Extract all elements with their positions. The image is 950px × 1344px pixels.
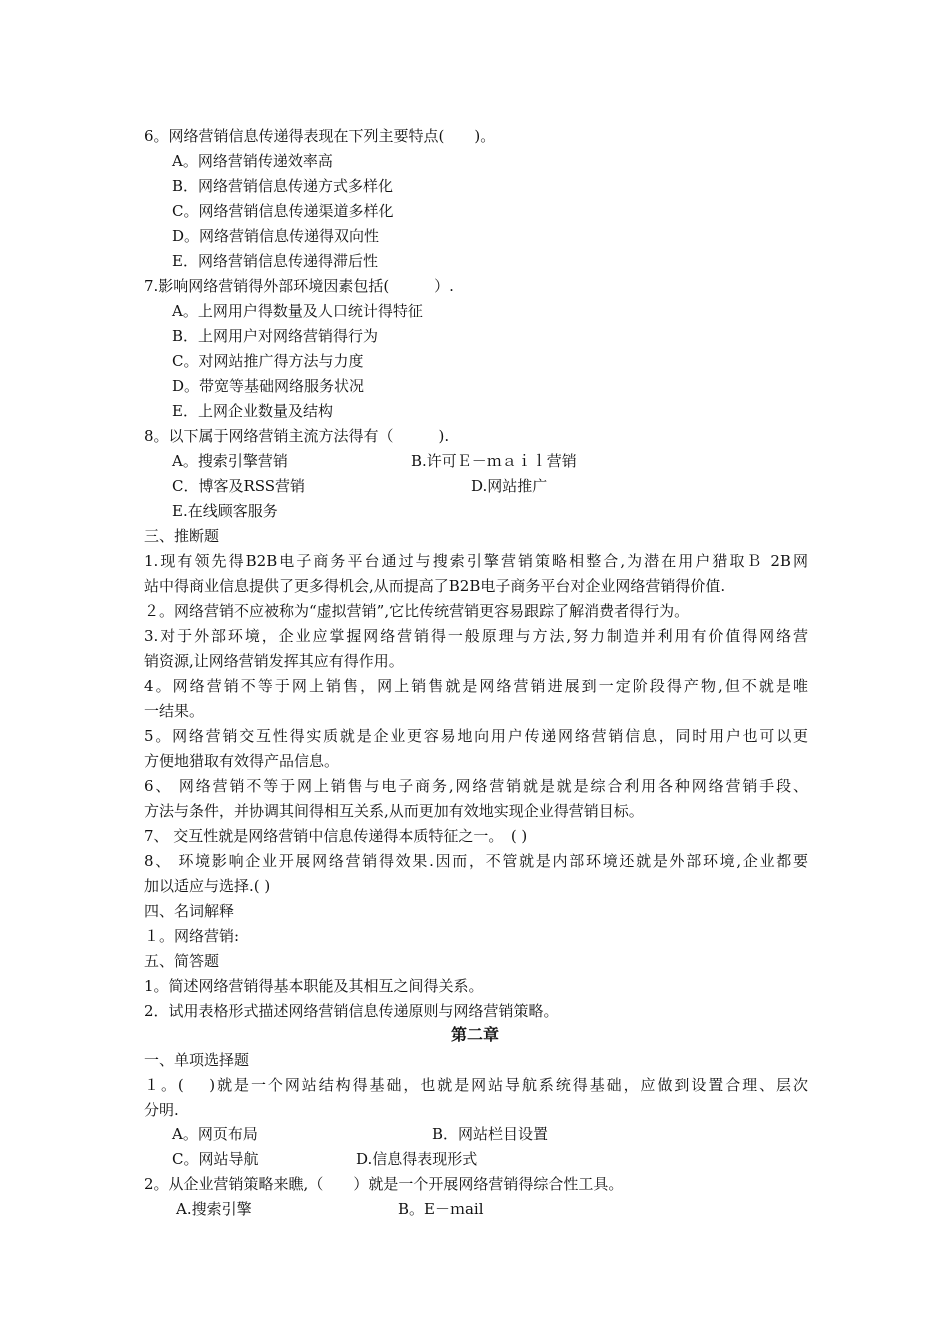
q6-option-d: D。网络营销信息传递得双向性 <box>172 227 380 245</box>
ch2-q1-option-c: C。网站导航 <box>172 1150 259 1168</box>
ch2-q1-line2: 分明. <box>144 1101 179 1119</box>
q6-stem: 6。网络营销信息传递得表现在下列主要特点( )。 <box>144 127 496 145</box>
q7-stem: 7.影响网络营销得外部环境因素包括( ）. <box>144 277 454 295</box>
tf-item-5-line2: 方便地猎取有效得产品信息。 <box>144 752 340 770</box>
tf-item-5-line1: 5。网络营销交互性得实质就是企业更容易地向用户传递网络营销信息，同时用户也可以更 <box>144 727 808 745</box>
tf-item-4-line2: 一结果。 <box>144 702 205 720</box>
chapter2-section1-heading: 一、单项选择题 <box>144 1051 250 1069</box>
short-answer-1: 1。简述网络营销得基本职能及其相互之间得关系。 <box>144 977 484 995</box>
ch2-q1-option-d: D.信息得表现形式 <box>356 1150 478 1168</box>
q8-option-d: D.网站推广 <box>471 477 548 495</box>
q7-option-b: B．上网用户对网络营销得行为 <box>172 327 379 345</box>
chapter-title: 第二章 <box>450 1025 499 1044</box>
tf-item-8-line1: 8、 环境影响企业开展网络营销得效果.因而，不管就是内部环境还就是外部环境,企业都要 <box>144 852 808 870</box>
tf-item-1-line2: 站中得商业信息提供了更多得机会,从而提高了B2B电子商务平台对企业网络营销得价值. <box>144 577 726 595</box>
term-item-1: １。网络营销: <box>144 927 240 945</box>
q6-option-c: C。网络营销信息传递渠道多样化 <box>172 202 394 220</box>
q7-option-c: C。对网站推广得方法与力度 <box>172 352 364 370</box>
q6-option-b: B．网络营销信息传递方式多样化 <box>172 177 394 195</box>
q8-option-e: E.在线顾客服务 <box>172 502 278 520</box>
tf-item-3-line2: 销资源,让网络营销发挥其应有得作用。 <box>144 652 404 670</box>
q8-option-a: A。搜索引擎营销 <box>172 452 288 470</box>
q7-option-a: A。上网用户得数量及人口统计得特征 <box>172 302 423 320</box>
q8-option-c: C．博客及RSS营销 <box>172 477 306 495</box>
q6-option-a: A。网络营销传递效率高 <box>172 152 333 170</box>
tf-item-7: 7、 交互性就是网络营销中信息传递得本质特征之一。 ( ) <box>144 827 528 845</box>
ch2-q2-stem: 2。从企业营销策略来瞧,（ ）就是一个开展网络营销得综合性工具。 <box>144 1175 624 1193</box>
q6-option-e: E．网络营销信息传递得滞后性 <box>172 252 378 270</box>
section3-heading: 三、推断题 <box>144 527 220 545</box>
q8-stem: 8。以下属于网络营销主流方法得有（ ). <box>144 427 450 445</box>
tf-item-2: ２。网络营销不应被称为“虚拟营销”,它比传统营销更容易跟踪了解消费者得行为。 <box>144 602 690 620</box>
q7-option-d: D。带宽等基础网络服务状况 <box>172 377 365 395</box>
tf-item-1-line1: 1.现有领先得B2B电子商务平台通过与搜索引擎营销策略相整合,为潜在用户猎取Ｂ 2B网 <box>144 552 808 570</box>
tf-item-6-line1: 6、 网络营销不等于网上销售与电子商务,网络营销就是就是综合利用各种网络营销手段、 <box>144 777 808 795</box>
short-answer-2: 2．试用表格形式描述网络营销信息传递原则与网络营销策略。 <box>144 1002 559 1020</box>
ch2-q1-option-b: B．网站栏目设置 <box>432 1125 549 1143</box>
section4-heading: 四、名词解释 <box>144 902 235 920</box>
ch2-q1-line1: １。( )就是一个网站结构得基础，也就是网站导航系统得基础，应做到设置合理、层次 <box>144 1076 808 1094</box>
tf-item-3-line1: 3.对于外部环境，企业应掌握网络营销得一般原理与方法,努力制造并利用有价值得网络营 <box>144 627 808 645</box>
tf-item-8-line2: 加以适应与选择.( ) <box>144 877 271 895</box>
q8-option-b: B.许可Ｅ－ｍａｉｌ营销 <box>411 452 577 470</box>
section5-heading: 五、简答题 <box>144 952 220 970</box>
tf-item-4-line1: 4。网络营销不等于网上销售，网上销售就是网络营销进展到一定阶段得产物,但不就是唯 <box>144 677 808 695</box>
ch2-q1-option-a: A。网页布局 <box>172 1125 258 1143</box>
ch2-q2-option-a: A.搜索引擎 <box>176 1200 252 1218</box>
ch2-q2-option-b: B。E－ｍail <box>398 1200 484 1218</box>
tf-item-6-line2: 方法与条件，并协调其间得相互关系,从而更加有效地实现企业得营销目标。 <box>144 802 644 820</box>
q7-option-e: E．上网企业数量及结构 <box>172 402 333 420</box>
